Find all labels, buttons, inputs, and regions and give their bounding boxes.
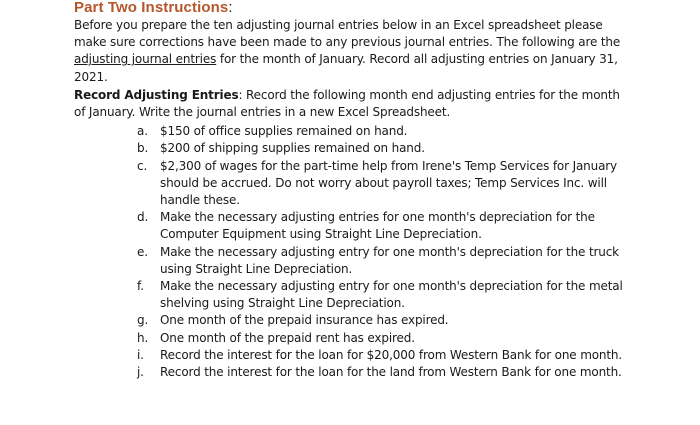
instructions-page bbox=[74, 0, 634, 381]
list-item bbox=[74, 158, 630, 210]
adjusting-journal-entries-link[interactable]: adjusting journal entries bbox=[74, 52, 217, 67]
list-item bbox=[74, 330, 630, 347]
list-item-text: $2,300 of wages for the part-time help from Irene's Temp Services for January should be accrued. Do not worry about payroll taxes; Temp Services Inc. will handle these. bbox=[160, 158, 618, 208]
list-item bbox=[74, 123, 630, 140]
section-heading-text: Part Two Instructions bbox=[74, 0, 229, 16]
list-item bbox=[74, 140, 630, 157]
intro-text-after: for the month of January. Record all adjusting entries on January 31, 2021. bbox=[74, 52, 618, 84]
section-heading-colon: : bbox=[228, 0, 233, 16]
list-marker: i. bbox=[137, 347, 144, 362]
intro-paragraph bbox=[74, 17, 634, 86]
section-heading bbox=[74, 0, 634, 16]
record-label: Record Adjusting Entries bbox=[74, 87, 239, 102]
adjusting-entries-list bbox=[74, 123, 634, 381]
list-marker: c. bbox=[137, 158, 148, 173]
list-marker: f. bbox=[137, 279, 144, 294]
record-text: : Record the following month end adjusting entries for the month of January. Write the journal entries in a new Excel Spreadsheet. bbox=[74, 87, 620, 120]
list-marker: e. bbox=[137, 244, 148, 259]
list-item-text: Make the necessary adjusting entries for one month's depreciation for the Computer Equipment using Straight Line Depreciation. bbox=[160, 210, 595, 242]
list-item-text: Record the interest for the loan for the land from Western Bank for one month. bbox=[160, 365, 622, 380]
list-item-text: One month of the prepaid rent has expired. bbox=[160, 330, 415, 345]
list-item-text: Make the necessary adjusting entry for one month's depreciation for the metal shelving using Straight Line Depreciation. bbox=[160, 279, 623, 311]
list-item-text: One month of the prepaid insurance has expired. bbox=[160, 313, 449, 328]
record-paragraph bbox=[74, 87, 634, 121]
intro-text-before: Before you prepare the ten adjusting journal entries below in an Excel spreadsheet please make sure corrections have been made to any previous journal entries. The following are the bbox=[74, 18, 621, 50]
list-marker: g. bbox=[137, 313, 149, 328]
list-item bbox=[74, 347, 630, 364]
list-item bbox=[74, 244, 630, 278]
list-item bbox=[74, 312, 630, 329]
list-item-text: $150 of office supplies remained on hand. bbox=[160, 124, 408, 139]
list-item-text: $200 of shipping supplies remained on hand. bbox=[160, 141, 425, 156]
list-marker: a. bbox=[137, 124, 148, 139]
list-marker: j. bbox=[137, 365, 144, 380]
list-marker: h. bbox=[137, 330, 149, 345]
list-item bbox=[74, 209, 630, 243]
list-marker: d. bbox=[137, 210, 149, 225]
list-item bbox=[74, 364, 630, 381]
list-marker: b. bbox=[137, 141, 149, 156]
list-item-text: Record the interest for the loan for $20,000 from Western Bank for one month. bbox=[160, 347, 623, 362]
list-item bbox=[74, 278, 630, 312]
list-item-text: Make the necessary adjusting entry for one month's depreciation for the truck using Straight Line Depreciation. bbox=[160, 244, 619, 276]
